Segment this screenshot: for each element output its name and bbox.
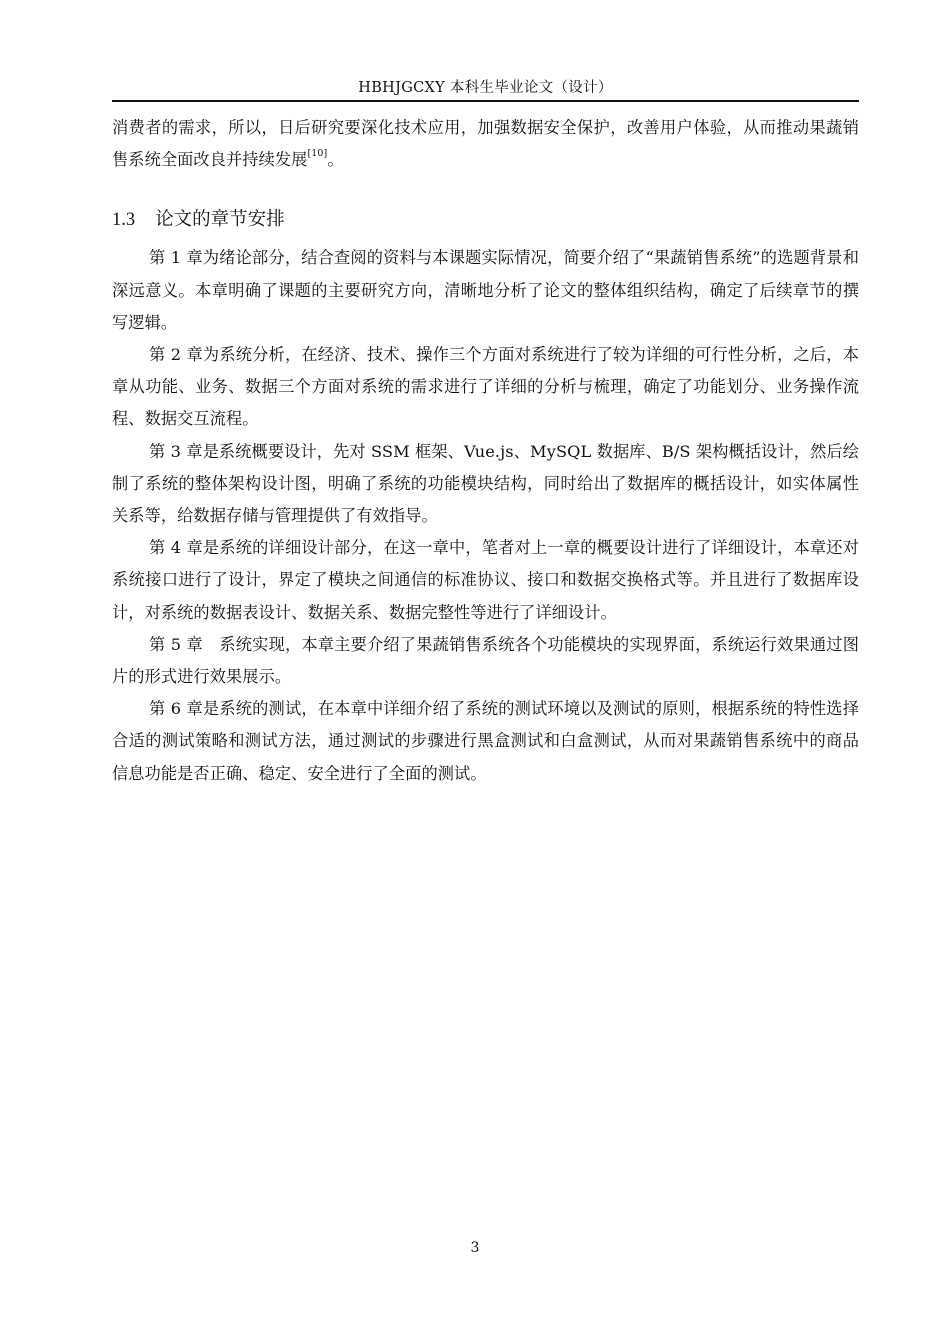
running-header: HBHJGCXY 本科生毕业论文（设计） (358, 80, 613, 96)
intro-tail: 。 (327, 150, 344, 170)
section-title: 论文的章节安排 (155, 209, 285, 231)
chapter-1-paragraph: 第 1 章为绪论部分，结合查阅的资料与本课题实际情况，简要介绍了“果蔬销售系统”的选题背景和深远意义。本章明确了课题的主要研究方向，清晰地分析了论文的整体组织结构，确定了后续章节的撰写逻辑。 (112, 248, 859, 332)
chapter-3-paragraph: 第 3 章是系统概要设计，先对 SSM 框架、Vue.js、MySQL 数据库、B/S 架构概括设计，然后绘制了系统的整体架构设计图，明确了系统的功能模块结构，同时给出了数据库的概括设计，如实体属性关系等，给数据存储与管理提供了有效指导。 (112, 441, 859, 526)
header-rule (112, 100, 859, 102)
citation-ref: [10] (307, 148, 328, 160)
intro-paragraph (112, 112, 859, 176)
section-heading (112, 202, 859, 238)
page-number: 3 (470, 1240, 480, 1256)
chapter-2-paragraph: 第 2 章为系统分析，在经济、技术、操作三个方面对系统进行了较为详细的可行性分析，之后，本章从功能、业务、数据三个方面对系统的需求进行了详细的分析与梳理，确定了功能划分、业务操作流程、数据交互流程。 (112, 345, 859, 429)
chapter-5-paragraph: 第 5 章 系统实现，本章主要介绍了果蔬销售系统各个功能模块的实现界面，系统运行效果通过图片的形式进行效果展示。 (112, 634, 859, 687)
section-number: 1.3 (112, 210, 136, 231)
intro-text: 消费者的需求，所以，日后研究要深化技术应用，加强数据安全保护，改善用户体验，从而推动果蔬销售系统全面改良并持续发展 (112, 118, 859, 170)
page-content (112, 112, 859, 790)
chapter-4-paragraph: 第 4 章是系统的详细设计部分，在这一章中，笔者对上一章的概要设计进行了详细设计，本章还对系统接口进行了设计，界定了模块之间通信的标准协议、接口和数据交换格式等。并且进行了数据库设计，对系统的数据表设计、数据关系、数据完整性等进行了详细设计。 (112, 538, 859, 622)
chapter-6-paragraph: 第 6 章是系统的测试，在本章中详细介绍了系统的测试环境以及测试的原则，根据系统的特性选择合适的测试策略和测试方法，通过测试的步骤进行黑盒测试和白盒测试，从而对果蔬销售系统中的商品信息功能是否正确、稳定、安全进行了全面的测试。 (112, 699, 859, 783)
